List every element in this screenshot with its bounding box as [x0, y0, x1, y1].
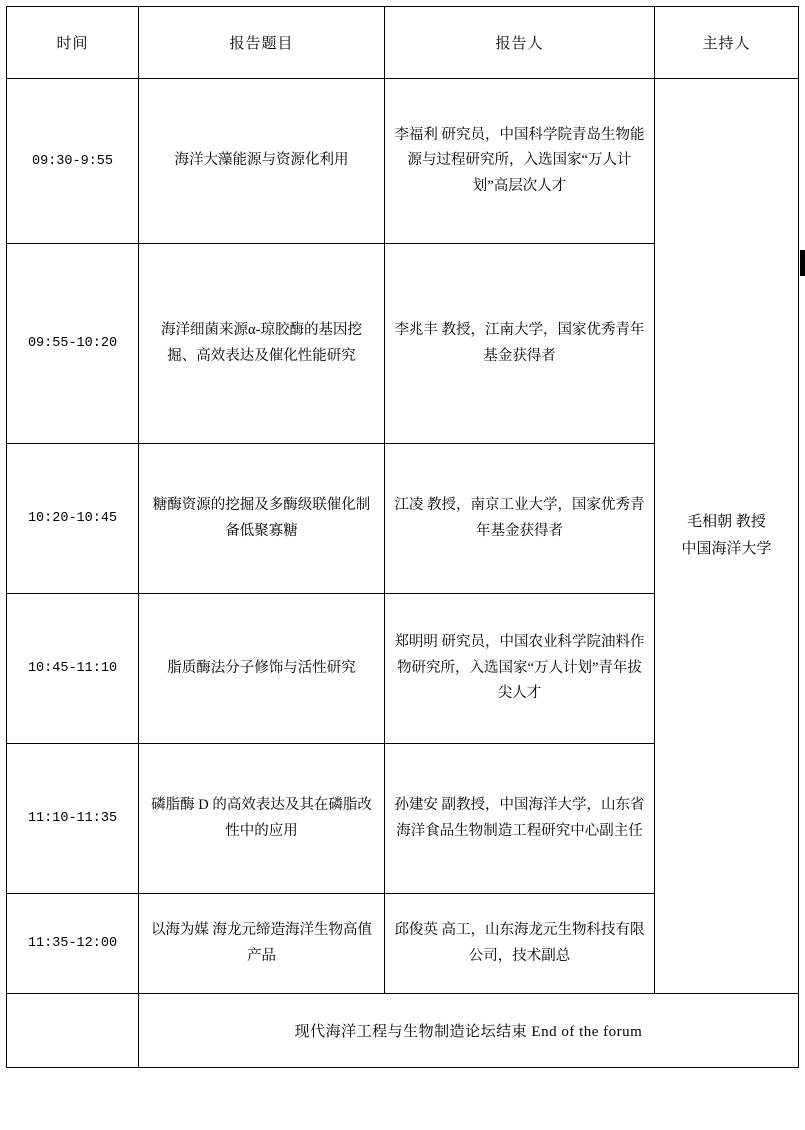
session-topic: 以海为媒 海龙元缔造海洋生物高值产品 [139, 894, 385, 994]
chair-name: 毛相朝 教授 [687, 514, 766, 530]
table-footer-row [7, 994, 799, 1068]
table-header-row [7, 7, 799, 79]
table-row [7, 79, 799, 244]
session-speaker: 李福利 研究员，中国科学院青岛生物能源与过程研究所，入选国家“万人计划”高层次人才 [385, 79, 655, 244]
chair-affiliation: 中国海洋大学 [681, 541, 772, 557]
session-time: 09:55-10:20 [7, 244, 139, 444]
session-topic: 糖酶资源的挖掘及多酶级联催化制备低聚寡糖 [139, 444, 385, 594]
session-topic: 海洋大藻能源与资源化利用 [139, 79, 385, 244]
session-topic: 海洋细菌来源α-琼胶酶的基因挖掘、高效表达及催化性能研究 [139, 244, 385, 444]
session-speaker: 邱俊英 高工，山东海龙元生物科技有限公司，技术副总 [385, 894, 655, 994]
forum-schedule-table [6, 6, 799, 1068]
session-speaker: 孙建安 副教授，中国海洋大学，山东省海洋食品生物制造工程研究中心副主任 [385, 744, 655, 894]
session-time: 11:35-12:00 [7, 894, 139, 994]
session-speaker: 郑明明 研究员，中国农业科学院油料作物研究所，入选国家“万人计划”青年拔尖人才 [385, 594, 655, 744]
session-speaker: 李兆丰 教授，江南大学，国家优秀青年基金获得者 [385, 244, 655, 444]
column-header-chair: 主持人 [655, 7, 799, 79]
footer-spacer [7, 994, 139, 1068]
session-time: 09:30-9:55 [7, 79, 139, 244]
session-topic: 磷脂酶 D 的高效表达及其在磷脂改性中的应用 [139, 744, 385, 894]
session-time: 10:45-11:10 [7, 594, 139, 744]
session-topic: 脂质酶法分子修饰与活性研究 [139, 594, 385, 744]
session-chair [655, 79, 799, 994]
column-header-speaker: 报告人 [385, 7, 655, 79]
column-header-topic: 报告题目 [139, 7, 385, 79]
page-edge-mark [800, 250, 805, 276]
forum-end-note: 现代海洋工程与生物制造论坛结束 End of the forum [139, 994, 799, 1068]
column-header-time: 时间 [7, 7, 139, 79]
session-time: 10:20-10:45 [7, 444, 139, 594]
session-speaker: 江凌 教授，南京工业大学，国家优秀青年基金获得者 [385, 444, 655, 594]
session-time: 11:10-11:35 [7, 744, 139, 894]
